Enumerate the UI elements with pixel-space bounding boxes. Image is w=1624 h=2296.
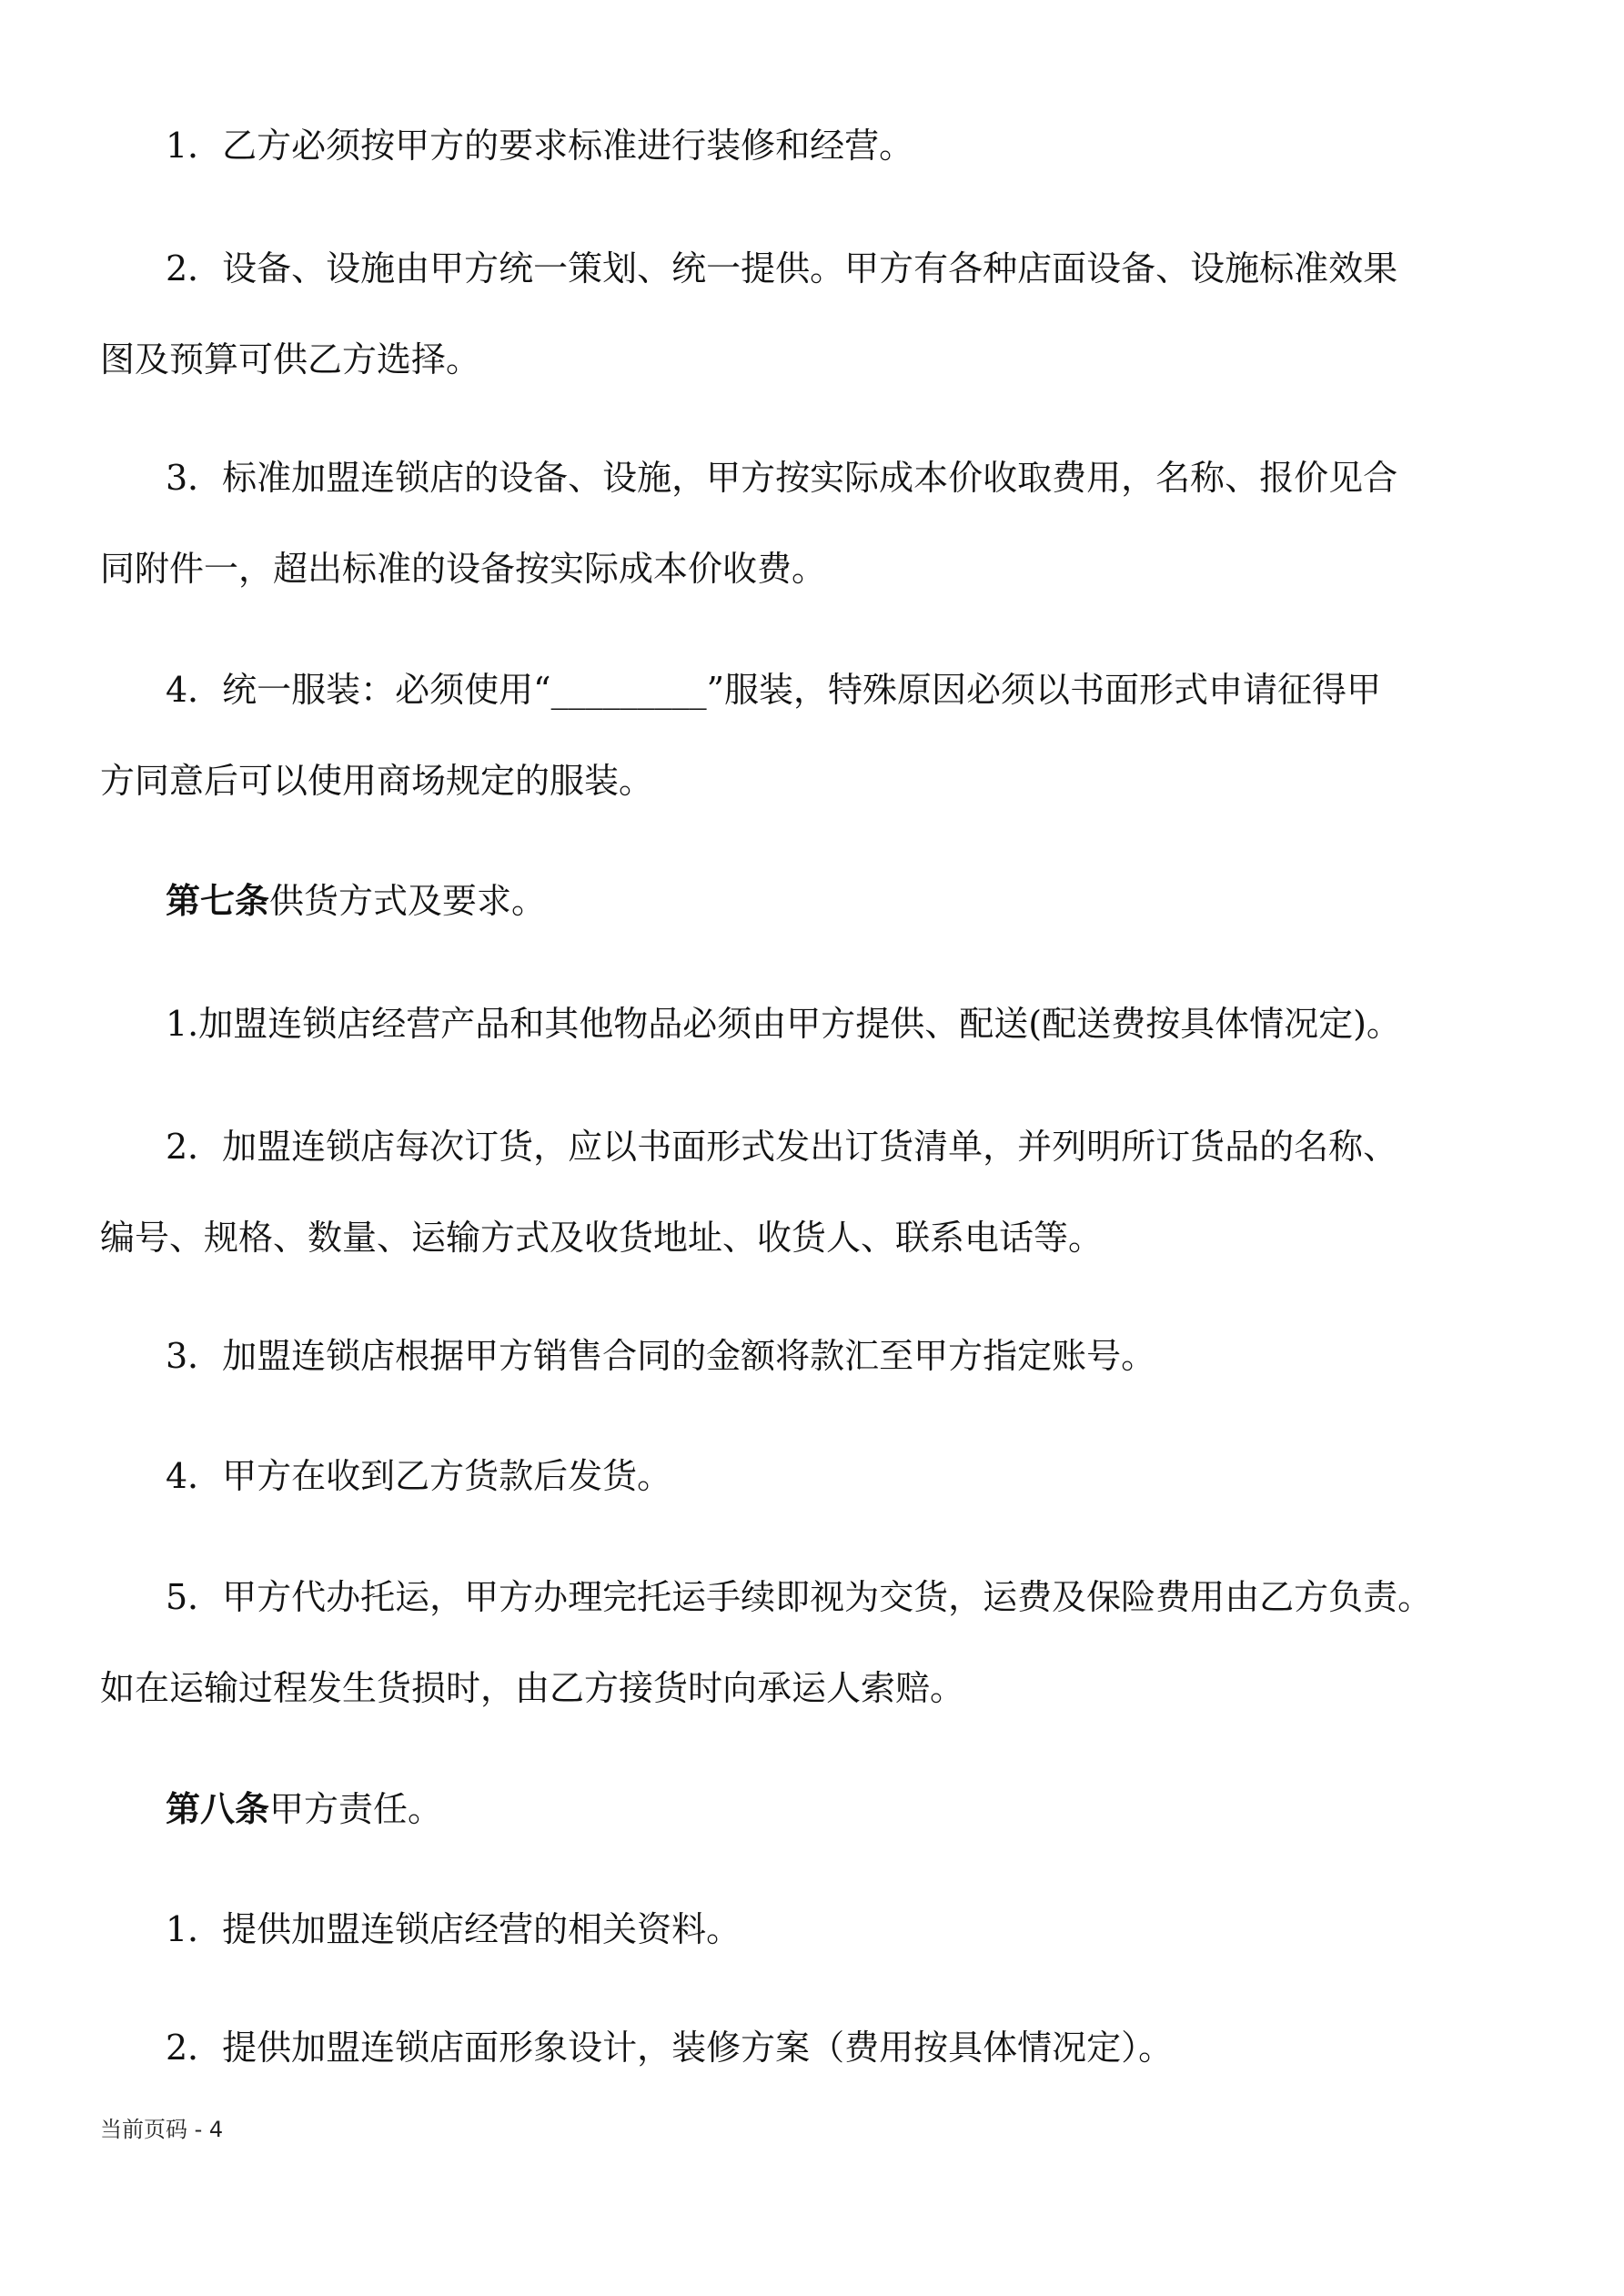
clause-7-item-3-text: 3．加盟连锁店根据甲方销售合同的金额将款汇至甲方指定账号。 [166, 1336, 1156, 1376]
clause-6-item-1 [100, 100, 1542, 191]
clause-6-item-2-line-1: 2．设备、设施由甲方统一策划、统一提供。甲方有各种店面设备、设施标准效果 [166, 248, 1398, 288]
clause-7-item-2-line-2: 编号、规格、数量、运输方式及收货地址、收货人、联系电话等。 [100, 1218, 1104, 1258]
clause-7-item-5 [100, 1552, 1542, 1734]
clause-7-heading-line [100, 855, 1542, 946]
clause-7-item-3 [100, 1310, 1542, 1401]
clause-8-item-2-text: 2．提供加盟连锁店面形象设计，装修方案（费用按具体情况定）。 [166, 2028, 1174, 2068]
clause-7-item-1 [100, 978, 1542, 1069]
clause-8-item-2 [100, 2002, 1542, 2093]
clause-8-item-1-text: 1．提供加盟连锁店经营的相关资料。 [166, 1909, 741, 1949]
clause-6-item-4-line-1: 4．统一服装：必须使用“_________”服装，特殊原因必须以书面形式申请征得甲 [166, 670, 1382, 710]
page-number-footer: 当前页码 - 4 [100, 2117, 224, 2142]
clause-8-title: 甲方责任。 [269, 1789, 443, 1829]
clause-6-item-3 [100, 432, 1542, 614]
clause-7-number: 第七条 [166, 880, 270, 921]
clause-7-item-2 [100, 1101, 1542, 1283]
clause-6-item-2-line-2: 图及预算可供乙方选择。 [100, 339, 481, 379]
clause-7-title: 供货方式及要求。 [269, 881, 547, 921]
clause-6-item-1-text: 1．乙方必须按甲方的要求标准进行装修和经营。 [166, 126, 914, 166]
clause-8-heading-line [100, 1764, 1542, 1855]
clause-8-item-1 [100, 1884, 1542, 1975]
clause-7-item-4-text: 4．甲方在收到乙方货款后发货。 [166, 1456, 672, 1496]
clause-7-item-1-text: 1.加盟连锁店经营产品和其他物品必须由甲方提供、配送(配送费按具体情况定)。 [166, 1004, 1401, 1044]
clause-7-item-2-line-1: 2．加盟连锁店每次订货，应以书面形式发出订货清单，并列明所订货品的名称、 [166, 1127, 1398, 1167]
clause-6-item-4-line-2: 方同意后可以使用商场规定的服装。 [100, 761, 654, 801]
clause-8-heading [100, 1764, 1542, 1855]
clause-7-item-4 [100, 1431, 1542, 1522]
clause-8-number: 第八条 [166, 1788, 270, 1829]
clause-6-item-3-line-2: 同附件一，超出标准的设备按实际成本价收费。 [100, 549, 827, 589]
clause-7-item-5-line-2: 如在运输过程发生货损时，由乙方接货时向承运人索赔。 [100, 1668, 965, 1708]
clause-6-item-2 [100, 223, 1542, 405]
clause-7-heading [100, 855, 1542, 946]
clause-6-item-3-line-1: 3．标准加盟连锁店的设备、设施，甲方按实际成本价收取费用，名称、报价见合 [166, 458, 1398, 498]
clause-7-item-5-line-1: 5．甲方代办托运，甲方办理完托运手续即视为交货，运费及保险费用由乙方负责。 [166, 1577, 1433, 1617]
clause-6-item-4 [100, 644, 1542, 826]
